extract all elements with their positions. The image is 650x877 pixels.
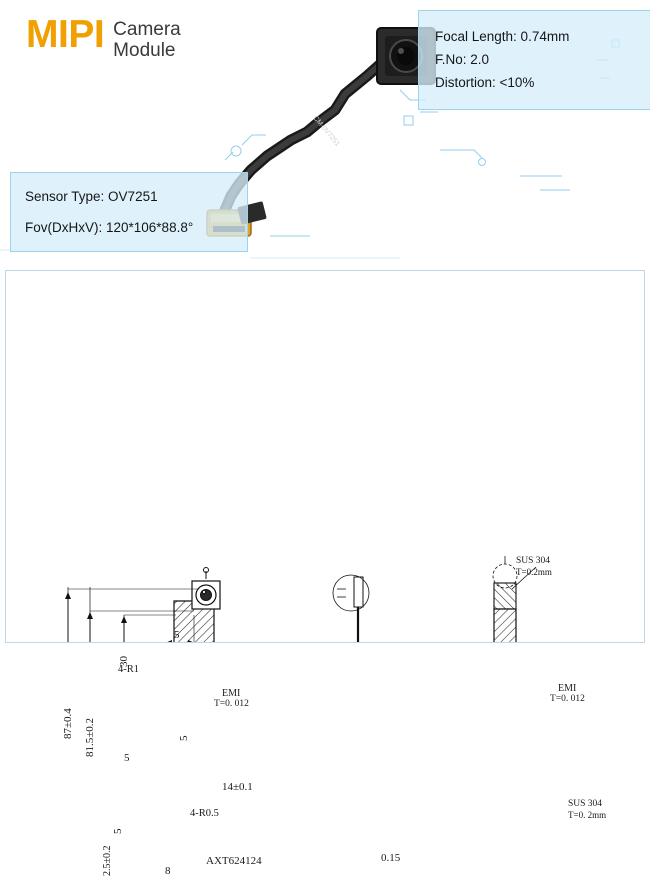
optics-distortion: Distortion: <10% [435,75,535,91]
dim-connector-width: 8 [165,865,171,877]
note-sus-top-thickness: T=0.2mm [516,567,552,577]
note-emi-thickness-front: T=0. 012 [214,699,249,709]
drawing-canvas [6,271,644,642]
dim-secondary-length: 81.5±0.2 [84,717,96,757]
dim-overall-length: 87±0.4 [62,708,74,739]
svg-text:CM-0V7251: CM-0V7251 [311,114,341,148]
product-hero [0,0,650,268]
brand-name: MIPI [26,13,105,56]
dim-width: 14±0.1 [222,781,253,793]
sensor-type: Sensor Type: OV7251 [25,189,158,204]
optics-callout [418,10,650,110]
note-sus-bottom-thickness: T=0. 2mm [568,810,607,820]
brand-subtitle [113,16,181,62]
dim-seg-bottom: 5 [112,828,124,834]
dim-connector-height: 2.5±0.2 [102,845,113,876]
optics-fno: F.No: 2.0 [435,52,490,68]
note-radius-top: 4-R1 [118,664,139,675]
dim-top-offset: 30 [118,656,130,667]
note-emi-thickness-section: T=0. 012 [550,694,585,704]
dim-seg-top: 5 [174,629,180,641]
note-radius-bottom: 4-R0.5 [190,808,219,819]
dim-seg-mid: 5 [178,735,190,741]
sensor-fov: Fov(DxHxV): 120*106*88.8° [25,220,194,236]
brand-subtitle-line1: Camera [113,19,181,40]
dim-seg-low: 5 [124,752,130,764]
note-sus-bottom: SUS 304 [568,799,603,809]
note-emi-front: EMI [222,688,241,699]
dim-side-thickness: 0.15 [381,852,401,864]
brand-subtitle-line2: Module [113,40,176,62]
sensor-callout [10,172,248,252]
note-sus-top: SUS 304 [516,556,551,566]
note-emi-section: EMI [558,683,577,694]
brand-logo [26,13,181,62]
technical-drawing-panel [5,270,645,877]
note-connector-part: AXT624124 [206,855,262,867]
optics-focal-length: Focal Length: 0.74mm [435,29,570,44]
